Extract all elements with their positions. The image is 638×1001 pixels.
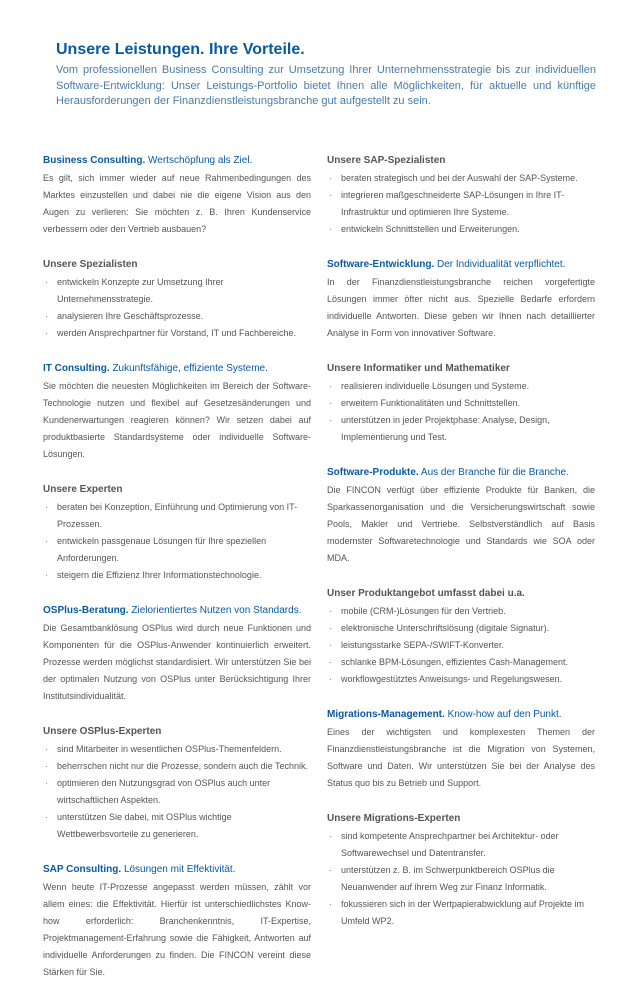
section-title: Unsere Informatiker und Mathematiker — [327, 363, 510, 374]
list-item-text: unterstützen Sie dabei, mit OSPlus wichtige Wettbewerbsvorteile zu generieren. — [57, 812, 232, 839]
list-item-text: elektronische Unterschriftslösung (digitale Signatur). — [341, 623, 550, 633]
section-unser-produktangebot-umfasst-dabei-u-a — [327, 587, 595, 688]
list-item — [43, 308, 311, 325]
section-unsere-sap-spezialisten — [327, 154, 595, 238]
bullet-icon: · — [329, 865, 332, 875]
section-title: OSPlus-Beratung. — [43, 605, 129, 616]
bullet-icon: · — [329, 224, 332, 234]
bullet-list — [327, 378, 595, 446]
bullet-icon: · — [329, 398, 332, 408]
list-item — [327, 395, 595, 412]
section-body: Eines der wichtigsten und komplexesten Themen der Finanzdienstleistungsbranche ist die Migration von Systemen, Software und Daten. Wir unterstützen Sie bei der Analyse des Status quo bis zu Betrieb und Support. — [327, 727, 595, 788]
section-it-consulting — [43, 362, 311, 463]
section-title: Unsere SAP-Spezialisten — [327, 155, 446, 166]
section-unsere-migrations-experten — [327, 812, 595, 930]
list-item — [43, 758, 311, 775]
list-item-text: entwickeln passgenaue Lösungen für Ihre speziellen Anforderungen. — [57, 536, 267, 563]
list-item-text: steigern die Effizienz Ihrer Informationstechnologie. — [57, 570, 262, 580]
list-item-text: werden Ansprechpartner für Vorstand, IT und Fachbereiche. — [57, 328, 296, 338]
list-item — [43, 809, 311, 843]
list-item-text: beraten bei Konzeption, Einführung und Optimierung von IT-Prozessen. — [57, 502, 298, 529]
section-heading — [327, 812, 595, 826]
list-item-text: entwickeln Schnittstellen und Erweiterungen. — [341, 224, 520, 234]
bullet-list — [327, 170, 595, 238]
section-unsere-informatiker-und-mathematiker — [327, 362, 595, 446]
bullet-icon: · — [329, 623, 332, 633]
section-heading — [327, 587, 595, 601]
bullet-icon: · — [329, 381, 332, 391]
section-heading — [43, 863, 311, 877]
section-body: Die Gesamtbanklösung OSPlus wird durch neue Funktionen und Komponenten für die OSPlus-Anwender kontinuierlich erweitert. Prozesse werden möglichst standardisiert. Wir unterstützen Sie bei der optimalen Nutzung von OSPlus unter Berücksichtigung Ihrer Institutsindividualität. — [43, 623, 311, 701]
list-item — [327, 170, 595, 187]
list-item-text: unterstützen in jeder Projektphase: Analyse, Design, Implementierung und Test. — [341, 415, 550, 442]
bullet-icon: · — [329, 415, 332, 425]
section-software-produkte — [327, 466, 595, 567]
bullet-icon: · — [45, 570, 48, 580]
list-item — [327, 620, 595, 637]
list-item-text: schlanke BPM-Lösungen, effizientes Cash-Management. — [341, 657, 568, 667]
right-column — [327, 154, 595, 950]
section-subtitle: Zielorientiertes Nutzen von Standards. — [131, 605, 302, 616]
section-subtitle: Wertschöpfung als Ziel. — [148, 155, 253, 166]
list-item — [43, 274, 311, 308]
section-title: Unsere Migrations-Experten — [327, 813, 461, 824]
bullet-icon: · — [329, 190, 332, 200]
bullet-icon: · — [329, 640, 332, 650]
section-title: Unsere OSPlus-Experten — [43, 726, 162, 737]
section-title: Software-Produkte. — [327, 467, 419, 478]
section-subtitle: Know-how auf den Punkt. — [447, 709, 562, 720]
section-subtitle: Aus der Branche für die Branche. — [420, 467, 569, 478]
bullet-list — [43, 274, 311, 342]
list-item — [327, 187, 595, 221]
list-item-text: unterstützen z. B. im Schwerpunktbereich OSPlus die Neuanwender auf ihrem Weg zur Finanz Informatik. — [341, 865, 555, 892]
bullet-list — [327, 828, 595, 930]
bullet-icon: · — [45, 502, 48, 512]
bullet-icon: · — [329, 173, 332, 183]
section-title: Migrations-Management. — [327, 709, 445, 720]
list-item — [43, 325, 311, 342]
section-unsere-spezialisten — [43, 258, 311, 342]
bullet-icon: · — [45, 328, 48, 338]
list-item-text: workflowgestütztes Anweisungs- und Regelungswesen. — [341, 674, 563, 684]
section-title: Software-Entwicklung. — [327, 259, 435, 270]
bullet-icon: · — [45, 744, 48, 754]
list-item-text: beraten strategisch und bei der Auswahl der SAP-Systeme. — [341, 173, 578, 183]
list-item-text: mobile (CRM-)Lösungen für den Vertrieb. — [341, 606, 506, 616]
list-item-text: fokussieren sich in der Wertpapierabwicklung auf Projekte im Umfeld WP2. — [341, 899, 584, 926]
list-item — [327, 378, 595, 395]
section-title: Unsere Spezialisten — [43, 259, 138, 270]
header — [56, 40, 596, 110]
section-body: In der Finanzdienstleistungsbranche reichen vorgefertigte Lösungen immer öfter nicht aus. Spezielle Bedarfe erfordern individuelle Antworten. Diese geben wir Ihnen nach detaillierter Analyse in Form von innovativer Software. — [327, 277, 595, 338]
section-osplus-beratung — [43, 604, 311, 705]
section-unsere-experten — [43, 483, 311, 584]
section-heading — [43, 483, 311, 497]
bullet-icon: · — [329, 657, 332, 667]
bullet-list — [43, 741, 311, 843]
list-item — [327, 828, 595, 862]
bullet-icon: · — [45, 812, 48, 822]
list-item — [327, 603, 595, 620]
section-heading — [43, 725, 311, 739]
title-rest: Ihre Vorteile. — [208, 41, 305, 58]
section-body: Die FINCON verfügt über effiziente Produkte für Banken, die Sparkassenorganisation und die Versicherungswirtschaft sowie Pools, Makler und Vertriebe. Selbstverständlich auf Basis modernster Softwaretechnologie und Standards wie SOA oder MDA. — [327, 485, 595, 563]
list-item-text: integrieren maßgeschneiderte SAP-Lösungen in Ihre IT-Infrastruktur und optimieren Ihre Systeme. — [341, 190, 565, 217]
list-item — [327, 221, 595, 238]
section-subtitle: Lösungen mit Effektivität. — [123, 864, 236, 875]
bullet-icon: · — [329, 899, 332, 909]
bullet-icon: · — [329, 674, 332, 684]
list-item — [43, 775, 311, 809]
section-business-consulting — [43, 154, 311, 238]
list-item-text: sind kompetente Ansprechpartner bei Architektur- oder Softwarewechsel und Datentransfer. — [341, 831, 559, 858]
page-title — [56, 40, 596, 60]
list-item — [327, 862, 595, 896]
list-item — [327, 896, 595, 930]
section-subtitle: Zukunftsfähige, effiziente Systeme. — [112, 363, 268, 374]
section-sap-consulting — [43, 863, 311, 981]
section-body: Sie möchten die neuesten Möglichkeiten im Bereich der Software-Technologie nutzen und flexibel auf Gesetzesänderungen und Kundenerwartungen reagieren können? Wir setzen dabei auf produktbasierte Standardsysteme oder individuelle Software-Lösungen. — [43, 381, 311, 459]
section-migrations-management — [327, 708, 595, 792]
section-heading — [43, 362, 311, 376]
list-item — [43, 533, 311, 567]
bullet-icon: · — [329, 606, 332, 616]
list-item — [327, 671, 595, 688]
list-item-text: realisieren individuelle Lösungen und Systeme. — [341, 381, 530, 391]
list-item — [43, 567, 311, 584]
section-title: Business Consulting. — [43, 155, 146, 166]
bullet-icon: · — [45, 761, 48, 771]
list-item-text: analysieren Ihre Geschäftsprozesse. — [57, 311, 204, 321]
intro-text: Vom professionellen Business Consulting zur Umsetzung Ihrer Unternehmensstrategie bis zur individuellen Software-Entwicklung: Unser Leistungs-Portfolio bietet Ihnen alle Möglichkeiten, für aktuelle und künftige Herausforderungen der Finanzdienstleistungsbranche gut aufgestellt zu sein. — [56, 64, 596, 107]
section-body: Es gilt, sich immer wieder auf neue Rahmenbedingungen des Marktes einzustellen und dabei nie die eigene Vision aus den Augen zu verlieren: Sie möchten z. B. Ihren Kundenservice verbessern oder den Vertrieb ausbauen? — [43, 173, 311, 234]
bullet-list — [327, 603, 595, 688]
section-body: Wenn heute IT-Prozesse angepasst werden müssen, zählt vor allem eines: die Effektivität. Hierfür ist unterschiedlichstes Know-how erforderlich: Branchenkenntnis, IT-Expertise, Projektmanagement-Erfahrung sowie die Fähigkeit, Antworten auf individuelle Anforderungen zu finden. Die FINCON vereint diese Stärken für Sie. — [43, 882, 311, 977]
list-item-text: leistungsstarke SEPA-/SWIFT-Konverter. — [341, 640, 504, 650]
list-item — [327, 412, 595, 446]
section-heading — [327, 154, 595, 168]
bullet-list — [43, 499, 311, 584]
section-title: Unser Produktangebot umfasst dabei u.a. — [327, 588, 525, 599]
list-item — [327, 637, 595, 654]
section-heading — [327, 362, 595, 376]
section-unsere-osplus-experten — [43, 725, 311, 843]
list-item-text: beherrschen nicht nur die Prozesse, sondern auch die Technik. — [57, 761, 308, 771]
bullet-icon: · — [45, 778, 48, 788]
list-item — [327, 654, 595, 671]
section-heading — [43, 258, 311, 272]
list-item — [43, 741, 311, 758]
left-column — [43, 154, 311, 1001]
list-item — [43, 499, 311, 533]
section-title: SAP Consulting. — [43, 864, 122, 875]
section-subtitle: Der Individualität verpflichtet. — [437, 259, 566, 270]
bullet-icon: · — [45, 536, 48, 546]
section-heading — [327, 258, 595, 272]
list-item-text: sind Mitarbeiter in wesentlichen OSPlus-Themenfeldern. — [57, 744, 282, 754]
list-item-text: entwickeln Konzepte zur Umsetzung Ihrer Unternehmensstrategie. — [57, 277, 224, 304]
section-heading — [327, 466, 595, 480]
bullet-icon: · — [45, 311, 48, 321]
section-title: Unsere Experten — [43, 484, 123, 495]
section-title: IT Consulting. — [43, 363, 110, 374]
bullet-icon: · — [329, 831, 332, 841]
title-strong: Unsere Leistungen. — [56, 41, 205, 58]
section-heading — [327, 708, 595, 722]
section-heading — [43, 604, 311, 618]
list-item-text: erweitern Funktionalitäten und Schnittstellen. — [341, 398, 521, 408]
section-software-entwicklung — [327, 258, 595, 342]
bullet-icon: · — [45, 277, 48, 287]
list-item-text: optimieren den Nutzungsgrad von OSPlus auch unter wirtschaftlichen Aspekten. — [57, 778, 271, 805]
section-heading — [43, 154, 311, 168]
